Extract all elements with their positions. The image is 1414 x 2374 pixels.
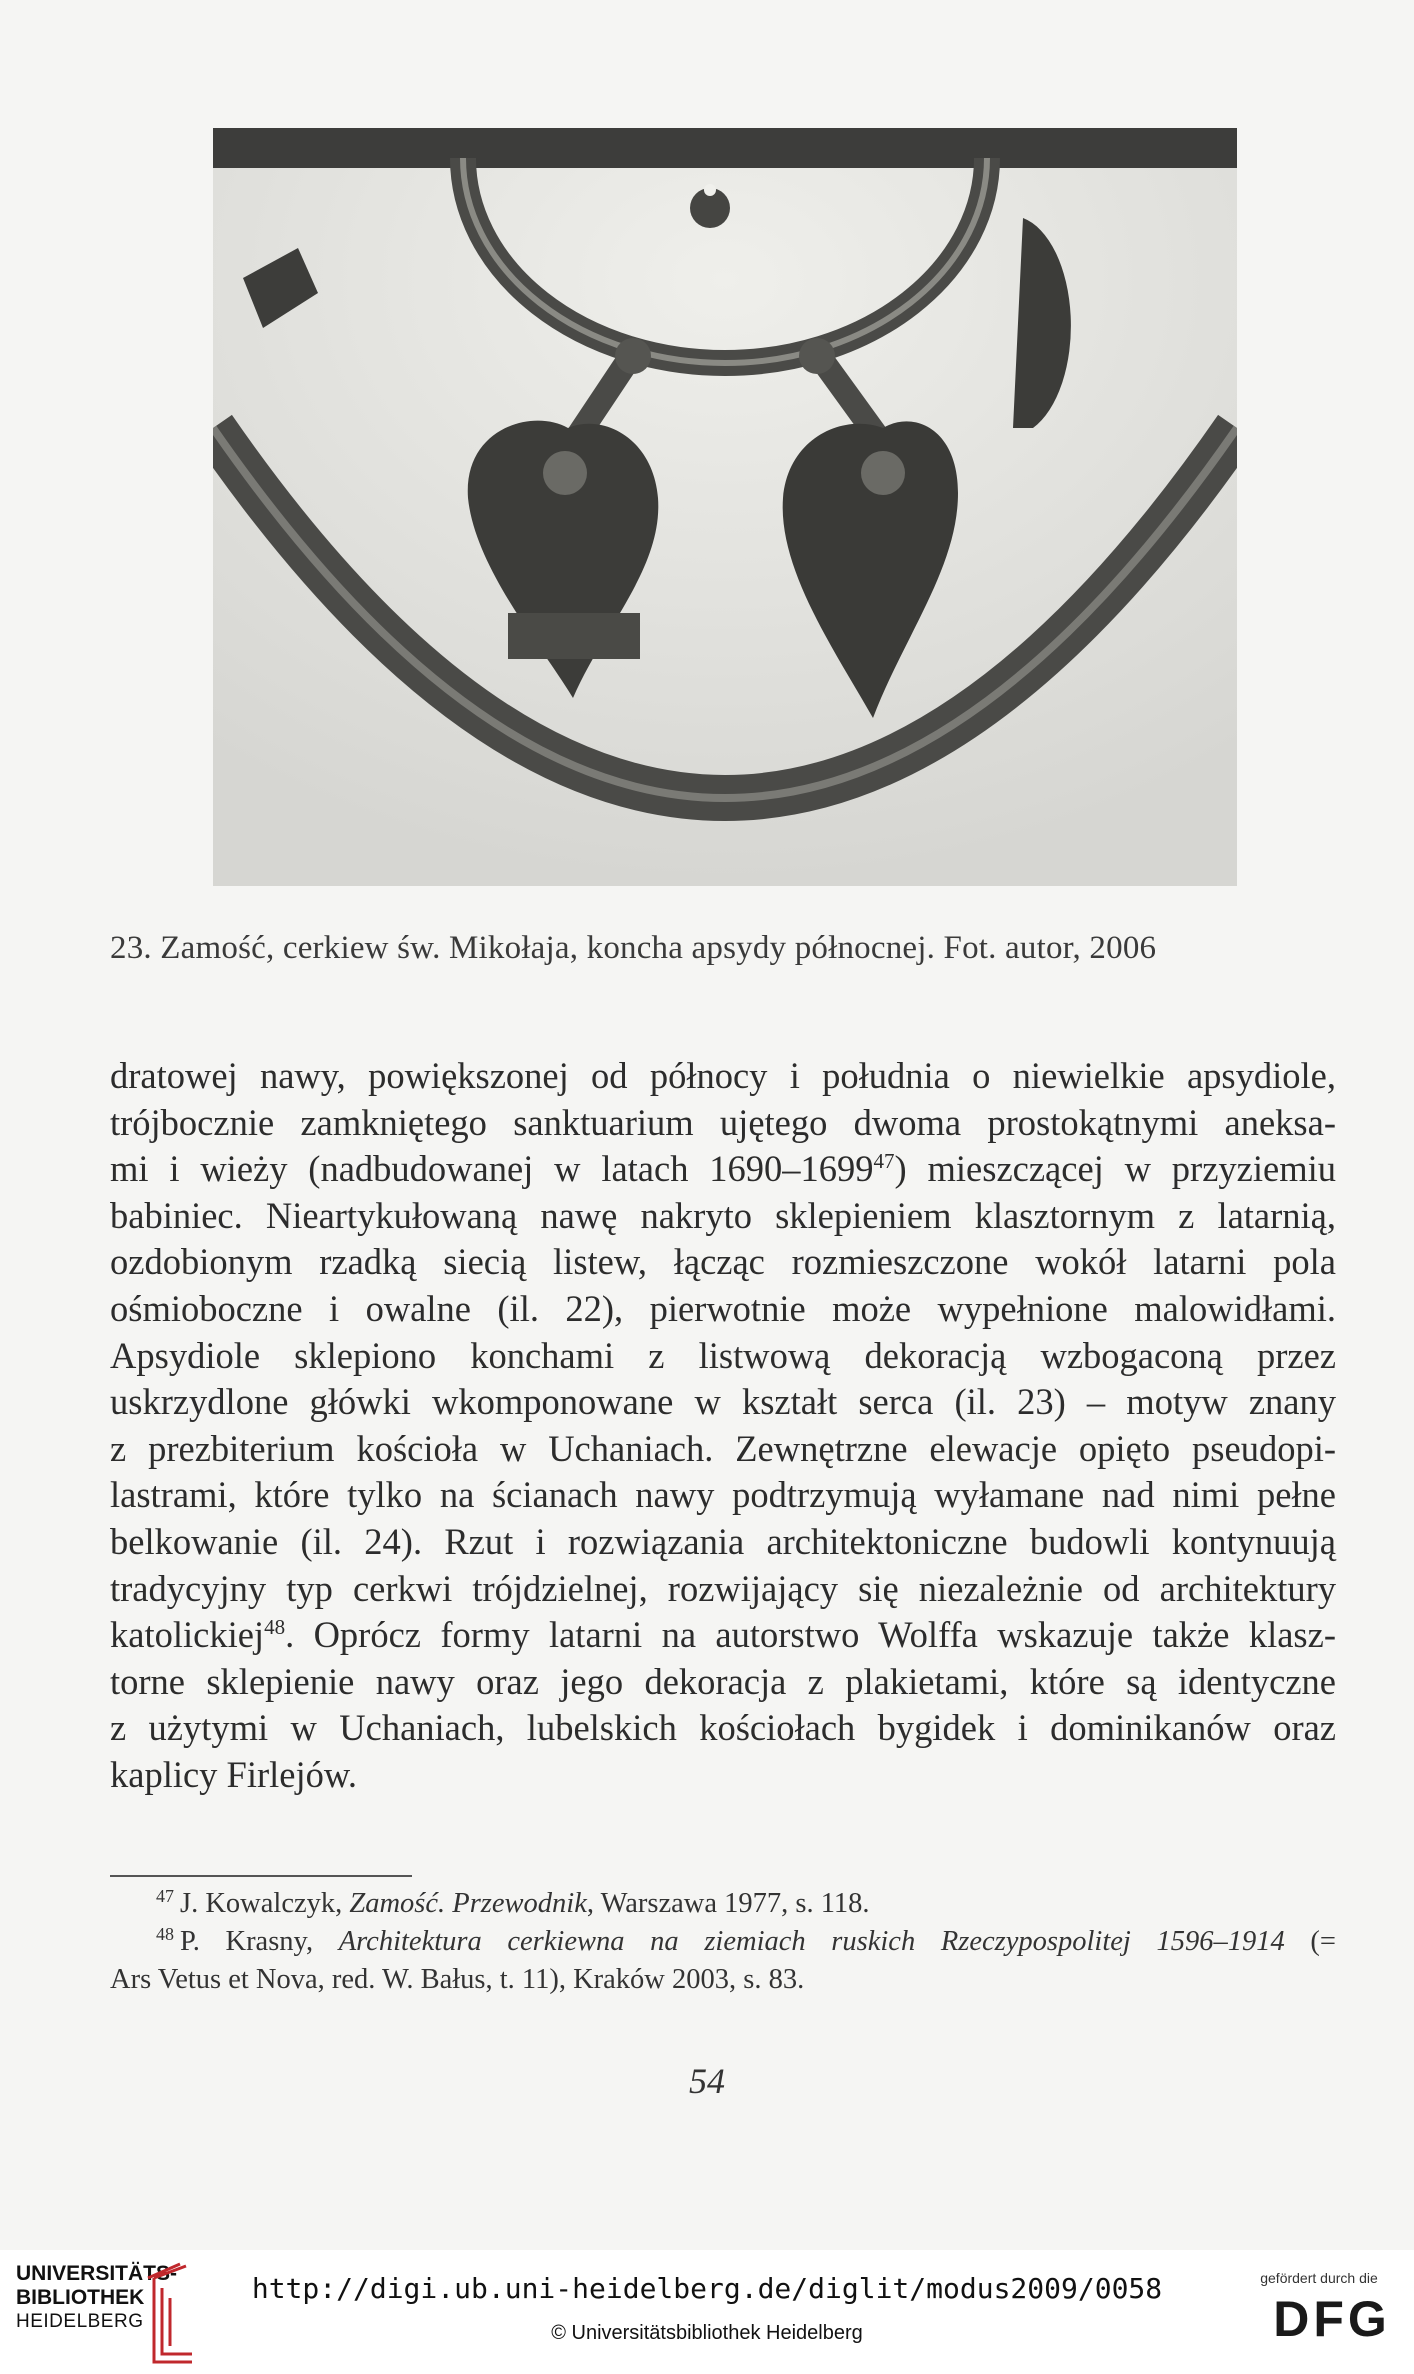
- text-line: ozdobionym rzadką siecią listew, łącząc rozmieszczone wokół latarni pola: [110, 1241, 1336, 1283]
- text-line: katolickiej$^{48}$. Oprócz formy latarni na autorstwo Wolffa wskazuje także klasz-: [110, 1614, 1336, 1656]
- text-line: lastrami, które tylko na ścianach nawy podtrzymują wyłamane nad nimi pełne: [110, 1474, 1336, 1516]
- footnote-title: Zamość. Przewodnik: [349, 1888, 587, 1919]
- apse-conch-photo: [213, 128, 1237, 886]
- text-line: Apsydiole sklepiono konchami z listwową dekoracją wzbogaconą przez: [110, 1334, 1336, 1376]
- page-number: 54: [689, 2061, 725, 2101]
- footnote-author: P. Krasny,: [180, 1926, 339, 1957]
- footnote-title: Architektura cerkiewna na ziemiach ruskich Rzeczypospolitej 1596–1914: [338, 1926, 1285, 1957]
- text-line: dratowej nawy, powiększonej od północy i południa o niewielkie apsydiole,: [110, 1055, 1336, 1096]
- footnote-continuation: Ars Vetus et Nova, red. W. Bałus, t. 11), Kraków 2003, s. 83.: [110, 1964, 805, 1995]
- text-line: uskrzydlone główki wkomponowane w kształt serca (il. 23) – motyw znany: [110, 1381, 1336, 1423]
- text-line: z użytymi w Uchaniach, lubelskich kościołach bygidek i dominikanów oraz: [110, 1707, 1336, 1749]
- text-line: trójbocznie zamkniętego sanktuarium ujętego dwoma prostokątnymi aneksa-: [110, 1101, 1336, 1143]
- body-paragraph: [110, 1053, 1336, 1799]
- footnote-details: , Warszawa 1977, s. 118.: [586, 1888, 870, 1919]
- text-line: mi i wieży (nadbudowanej w latach 1690–1699$^{47}$) mieszczącej w przyziemiu: [110, 1148, 1336, 1190]
- footnote-reference[interactable]: 47: [873, 1149, 895, 1174]
- text-line: torne sklepienie nawy oraz jego dekoracja z plakietami, które są identyczne: [110, 1660, 1336, 1702]
- text-line: kaplicy Firlejów.: [110, 1753, 357, 1795]
- library-name-line2: BIBLIOTHEK: [16, 2286, 145, 2309]
- text-line: belkowanie (il. 24). Rzut i rozwiązania architektoniczne budowli kontynuują: [110, 1520, 1336, 1562]
- footnotes: [110, 1885, 1336, 1999]
- text-line: ośmioboczne i owalne (il. 22), pierwotnie może wypełnione malowidłami.: [110, 1287, 1336, 1329]
- dfg-logo[interactable]: DFG: [1273, 2291, 1391, 2347]
- footnote-number: 48: [156, 1923, 174, 1944]
- figure-photo: [213, 128, 1237, 886]
- footnote-details: (=: [1284, 1926, 1336, 1957]
- library-name-line1: UNIVERSITÄTS-: [16, 2262, 178, 2285]
- footnote-reference[interactable]: 48: [264, 1614, 286, 1639]
- footnote-author: J. Kowalczyk,: [180, 1888, 350, 1919]
- permalink-url[interactable]: http://digi.ub.uni-heidelberg.de/diglit/modus2009/0058: [251, 2272, 1163, 2305]
- footnote-47: [110, 1885, 1336, 1923]
- text-line: tradycyjny typ cerkwi trójdzielnej, rozwijający się niezależnie od architektury: [110, 1567, 1336, 1609]
- footnote-separator: [110, 1875, 412, 1877]
- library-name-line3: HEIDELBERG: [16, 2311, 144, 2332]
- text-line: z prezbiterium kościoła w Uchaniach. Zewnętrzne elewacje opięto pseudopi-: [110, 1427, 1336, 1469]
- footnote-48: [110, 1923, 1336, 1999]
- figure-caption: 23. Zamość, cerkiew św. Mikołaja, koncha apsydy północnej. Fot. autor, 2006: [110, 930, 1157, 966]
- funding-label: gefördert durch die: [1260, 2270, 1378, 2286]
- footnote-number: 47: [156, 1885, 174, 1906]
- copyright-notice: © Universitätsbibliothek Heidelberg: [551, 2322, 863, 2344]
- text-line: babiniec. Nieartykułowaną nawę nakryto sklepieniem klasztornym z latarnią,: [110, 1194, 1336, 1236]
